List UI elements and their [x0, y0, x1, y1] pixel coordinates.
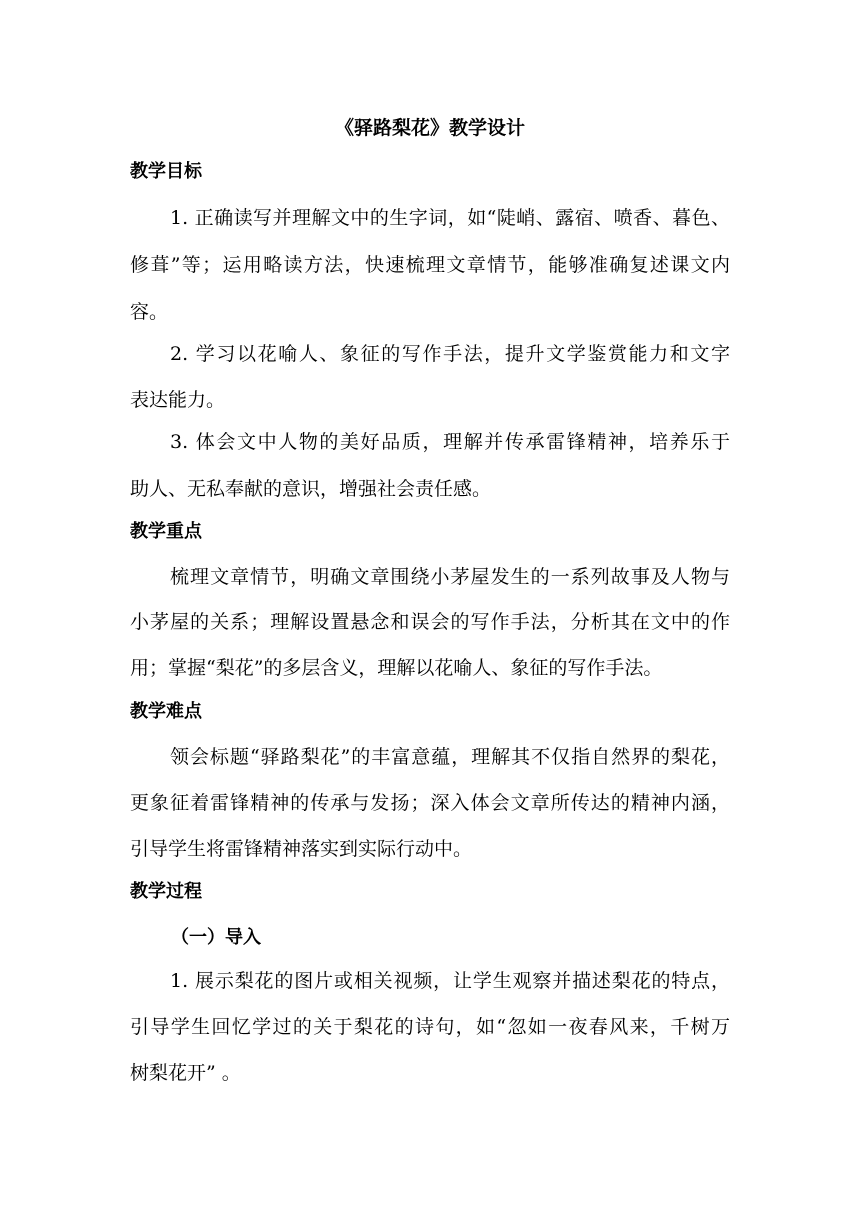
- paragraph-line: 1. 展示梨花的图片或相关视频，让学生观察并描述梨花的特点，: [170, 970, 730, 992]
- paragraph-line: 容。: [130, 301, 169, 323]
- paragraph-line: 领会标题“驿路梨花”的丰富意蕴，理解其不仅指自然界的梨花，: [170, 746, 730, 768]
- paragraph-line: 3. 体会文中人物的美好品质，理解并传承雷锋精神，培养乐于: [170, 431, 730, 453]
- paragraph-line: 更象征着雷锋精神的传承与发扬；深入体会文章所传达的精神内涵，: [130, 792, 730, 814]
- objectives-heading: 教学目标: [130, 161, 202, 182]
- paragraph-line: 梳理文章情节，明确文章围绕小茅屋发生的一系列故事及人物与: [170, 566, 730, 588]
- process-subheading: （一）导入: [171, 927, 261, 948]
- key-points-heading: 教学重点: [130, 521, 202, 542]
- paragraph-line: 树梨花开” 。: [130, 1062, 241, 1084]
- paragraph-line: 小茅屋的关系；理解设置悬念和误会的写作手法，分析其在文中的作: [130, 611, 730, 633]
- paragraph-line: 助人、无私奉献的意识，增强社会责任感。: [130, 478, 492, 500]
- process-heading: 教学过程: [130, 881, 202, 902]
- paragraph-line: 引导学生将雷锋精神落实到实际行动中。: [130, 838, 473, 860]
- paragraph-line: 用；掌握“梨花”的多层含义，理解以花喻人、象征的写作手法。: [130, 657, 663, 679]
- difficulties-heading: 教学难点: [130, 701, 202, 722]
- paragraph-line: 修葺”等；运用略读方法，快速梳理文章情节，能够准确复述课文内: [130, 254, 730, 276]
- paragraph-line: 表达能力。: [130, 389, 226, 411]
- paragraph-line: 引导学生回忆学过的关于梨花的诗句，如“忽如一夜春风来，千树万: [130, 1016, 730, 1038]
- document-title: 《驿路梨花》教学设计: [334, 117, 525, 139]
- paragraph-line: 1. 正确读写并理解文中的生字词，如“陡峭、露宿、喷香、暮色、: [170, 207, 730, 229]
- paragraph-line: 2. 学习以花喻人、象征的写作手法，提升文学鉴赏能力和文字: [170, 343, 730, 365]
